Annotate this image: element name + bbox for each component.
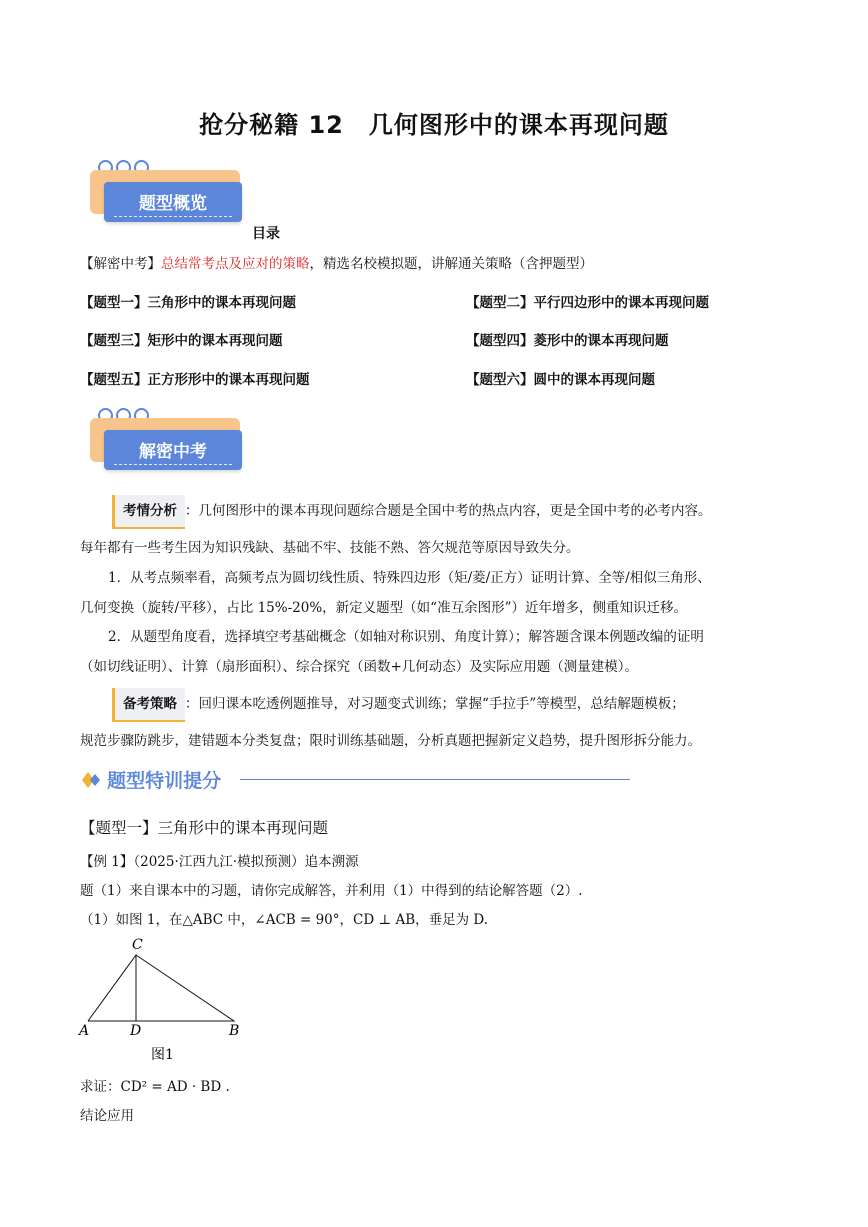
- section-badge-decode: [86, 408, 246, 478]
- analysis-point: （如切线证明）、计算（扇形面积）、综合探究（函数+几何动态）及实际应用题（测量建模）。: [80, 659, 639, 675]
- toc-intro: 【解密中考】总结常考点及应对的策略，精选名校模拟题，讲解通关策略（含押题型）: [80, 256, 593, 272]
- section-badge-overview: [86, 160, 246, 230]
- vertex-label: D: [130, 1023, 142, 1039]
- training-header: 题型特训提分: [80, 766, 221, 793]
- analysis-point: 几何变换（旋转/平移），占比 15%-20%，新定义题型（如“准互余图形”）近年增多，侧重知识迁移。: [80, 600, 687, 616]
- vertex-label: A: [79, 1023, 90, 1039]
- vertex-label: B: [229, 1023, 240, 1039]
- triangle-figure: [74, 935, 254, 1065]
- prove-statement: 求证：CD² = AD · BD .: [80, 1079, 230, 1095]
- type1-heading: 【题型一】三角形中的课本再现问题: [80, 819, 329, 837]
- toc-item[interactable]: 【题型一】三角形中的课本再现问题: [80, 295, 296, 311]
- divider-line: [240, 779, 630, 780]
- badge-label: 解密中考: [139, 442, 207, 462]
- toc-item[interactable]: 【题型三】矩形中的课本再现问题: [80, 333, 283, 349]
- strategy-line: 规范步骤防跳步，建错题本分类复盘；限时训练基础题，分析真题把握新定义趋势，提升图形拆分能力。: [80, 733, 701, 749]
- toc-item[interactable]: 【题型六】圆中的课本再现问题: [466, 372, 655, 388]
- analysis-first-line: 考情分析 ：几何图形中的课本再现问题综合题是全国中考的热点内容，更是全国中考的必考内容。: [112, 495, 712, 529]
- conclusion-label: 结论应用: [80, 1108, 134, 1124]
- analysis-tag: 考情分析: [112, 495, 185, 529]
- analysis-point: 1．从考点频率看，高频考点为圆切线性质、特殊四边形（矩/菱/正方）证明计算、全等/相似三角形、: [108, 570, 711, 586]
- vertex-label: C: [132, 937, 143, 953]
- toc-item[interactable]: 【题型四】菱形中的课本再现问题: [466, 333, 669, 349]
- analysis-point: 2．从题型角度看，选择填空考基础概念（如轴对称识别、角度计算）；解答题含课本例题改编的证明: [108, 629, 704, 645]
- question-intro: 题（1）来自课本中的习题，请你完成解答，并利用（1）中得到的结论解答题（2）.: [80, 883, 583, 899]
- toc-item[interactable]: 【题型二】平行四边形中的课本再现问题: [466, 295, 709, 311]
- example-label: 【例 1】（2025·江西九江·模拟预测）追本溯源: [80, 854, 359, 870]
- diamond-icon: [80, 769, 102, 791]
- analysis-line: 每年都有一些考生因为知识残缺、基础不牢、技能不熟、答欠规范等原因导致失分。: [80, 540, 580, 556]
- page-title: 抢分秘籍 12 几何图形中的课本再现问题: [199, 111, 669, 139]
- strategy-tag: 备考策略: [112, 688, 185, 722]
- strategy-first-line: 备考策略 ：回归课本吃透例题推导，对习题变式训练；掌握“手拉手”等模型，总结解题模板；: [112, 688, 685, 722]
- badge-label: 题型概览: [139, 194, 207, 214]
- figure-caption: 图1: [151, 1047, 174, 1063]
- question-part1: （1）如图 1，在△ABC 中，∠ACB = 90°，CD ⊥ AB，垂足为 D.: [80, 912, 489, 928]
- toc-item[interactable]: 【题型五】正方形形中的课本再现问题: [80, 372, 310, 388]
- toc-label: 目录: [252, 226, 280, 242]
